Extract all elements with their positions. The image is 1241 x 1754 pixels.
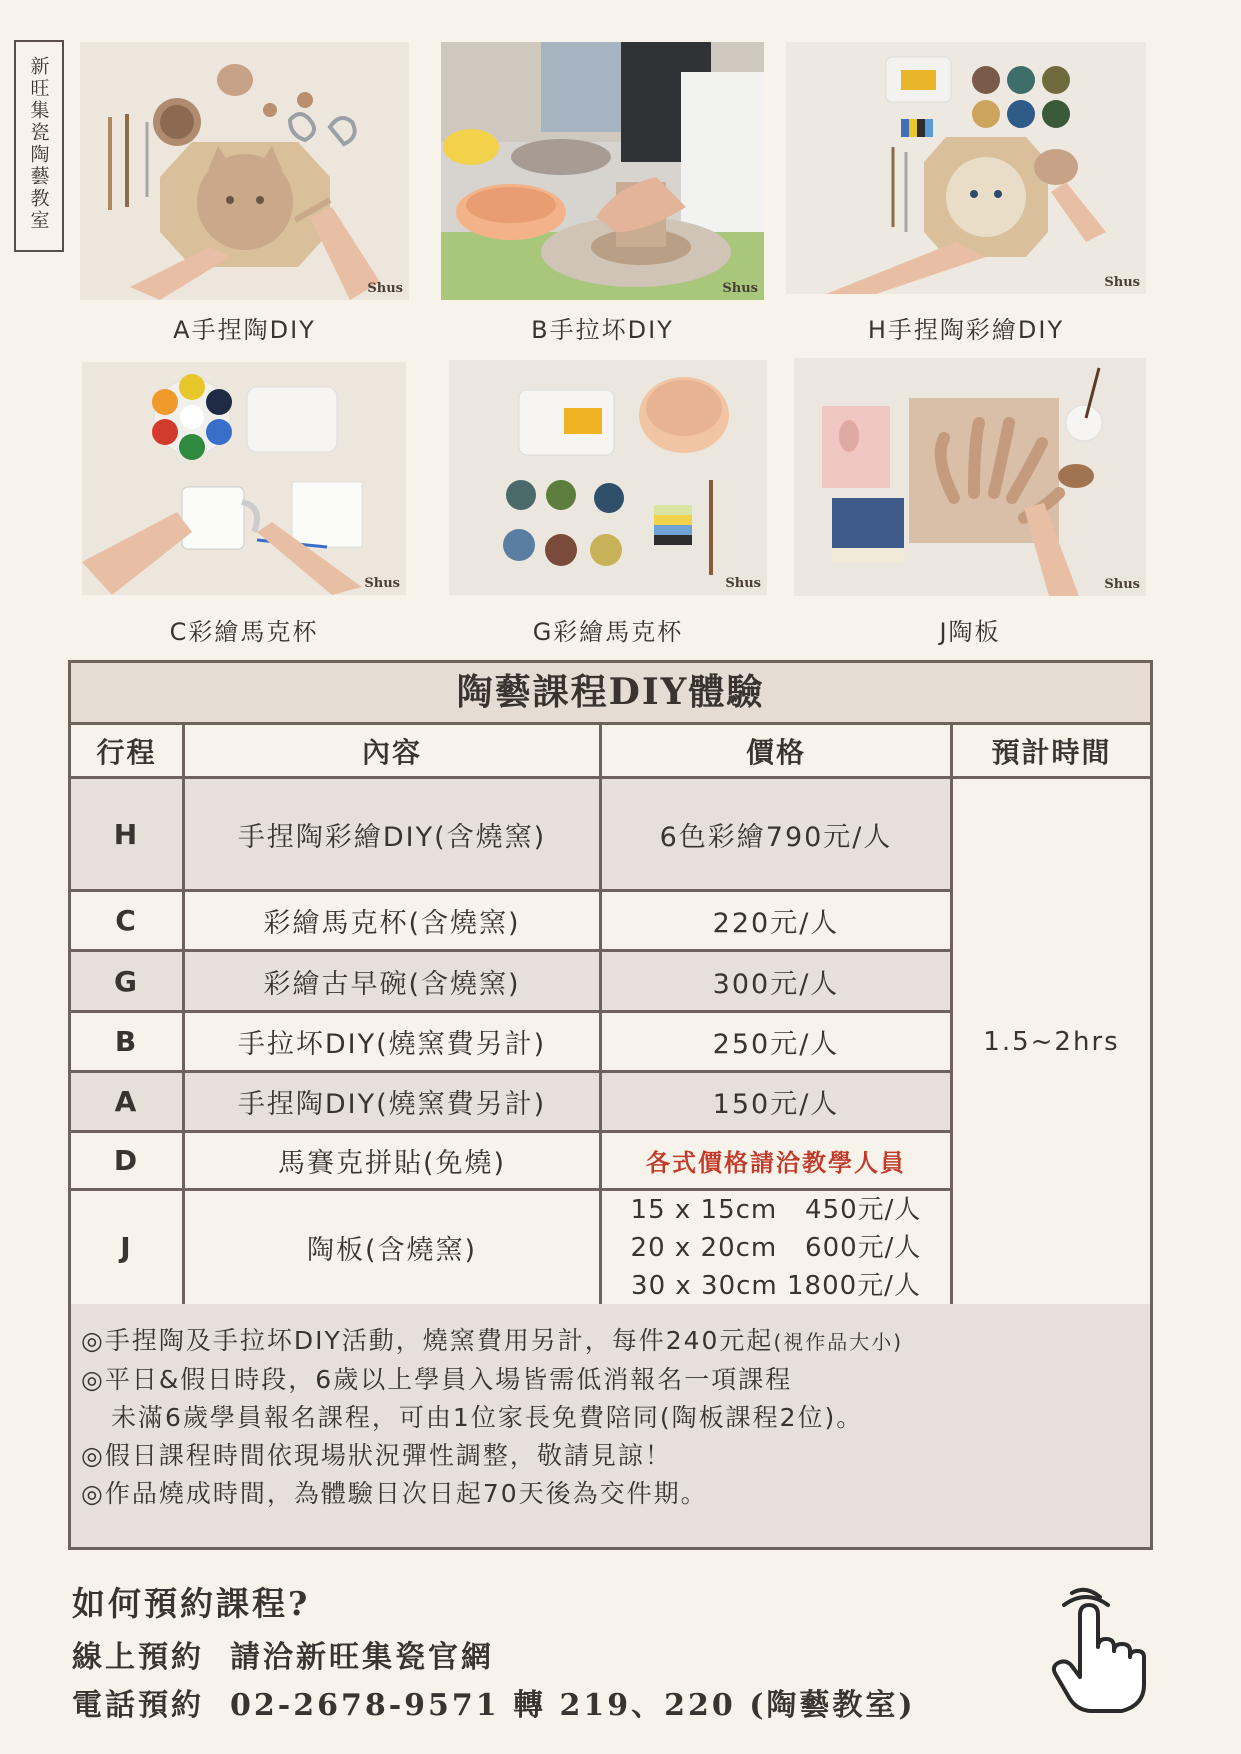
- photo-j-logo: Shus: [1104, 577, 1140, 592]
- side-label-text: 新旺集瓷陶藝教室: [27, 56, 50, 232]
- caption-a: A手捏陶DIY: [173, 316, 316, 344]
- note-1: ◎手捏陶及手拉坏DIY活動，燒窯費用另計，每件240元起(視作品大小): [81, 1326, 904, 1355]
- notes-box: [68, 1304, 1153, 1550]
- price-j-15: 15 x 15cm 450元/人: [630, 1194, 922, 1225]
- note-4: ◎假日課程時間依現場狀況彈性調整，敬請見諒！: [81, 1441, 672, 1470]
- row-code-j: J: [71, 1191, 185, 1307]
- row-code-b: B: [71, 1013, 185, 1073]
- caption-g: G彩繪馬克杯: [532, 618, 684, 646]
- row-code-h: H: [71, 779, 185, 892]
- photo-g-bowl-painting: [449, 360, 767, 595]
- row-price-d: 各式價格請洽教學人員: [602, 1133, 953, 1191]
- pointing-hand-icon: [1050, 1585, 1150, 1715]
- note-2: ◎平日&假日時段，6歲以上學員入場皆需低消報名一項課程: [81, 1365, 793, 1394]
- photo-j-clay-plate: [794, 358, 1146, 596]
- row-price-b: 250元/人: [602, 1013, 953, 1073]
- header-duration: 預計時間: [953, 725, 1150, 779]
- photo-h-logo: Shus: [1104, 275, 1140, 290]
- row-price-g: 300元/人: [602, 952, 953, 1013]
- booking-online-value[interactable]: 請洽新旺集瓷官網: [230, 1640, 494, 1675]
- duration-cell: 1.5~2hrs: [953, 779, 1150, 1307]
- photo-a-logo: Shus: [367, 281, 403, 296]
- side-label: [14, 40, 64, 252]
- row-price-j: [602, 1191, 953, 1307]
- note-5: ◎作品燒成時間，為體驗日次日起70天後為交件期。: [81, 1479, 708, 1508]
- row-price-a: 150元/人: [602, 1073, 953, 1133]
- row-content-a: 手捏陶DIY(燒窯費另計): [185, 1073, 602, 1133]
- note-3: 未滿6歲學員報名課程，可由1位家長免費陪同(陶板課程2位)。: [111, 1403, 864, 1432]
- photo-b-wheel-throwing: [441, 42, 764, 300]
- photo-h-handbuilt-painting: [786, 42, 1146, 294]
- booking-phone: [72, 1680, 916, 1724]
- caption-c: C彩繪馬克杯: [169, 618, 319, 646]
- row-content-g: 彩繪古早碗(含燒窯): [185, 952, 602, 1013]
- header-itinerary: 行程: [71, 725, 185, 779]
- booking-online-label: 線上預約: [72, 1640, 204, 1675]
- caption-b: B手拉坏DIY: [531, 316, 674, 344]
- caption-j: J陶板: [939, 618, 1001, 646]
- row-content-j: 陶板(含燒窯): [185, 1191, 602, 1307]
- note-1-small: (視作品大小): [773, 1330, 904, 1354]
- row-code-d: D: [71, 1133, 185, 1191]
- price-j-30: 30 x 30cm 1800元/人: [631, 1270, 921, 1301]
- photo-b-logo: Shus: [722, 281, 758, 296]
- row-price-c: 220元/人: [602, 892, 953, 952]
- photo-g-logo: Shus: [725, 576, 761, 591]
- row-content-b: 手拉坏DIY(燒窯費另計): [185, 1013, 602, 1073]
- row-content-c: 彩繪馬克杯(含燒窯): [185, 892, 602, 952]
- photo-a-handbuilt-cat-plate: [80, 42, 409, 300]
- row-price-h: 6色彩繪790元/人: [602, 779, 953, 892]
- row-code-a: A: [71, 1073, 185, 1133]
- price-j-20: 20 x 20cm 600元/人: [630, 1232, 922, 1263]
- row-code-c: C: [71, 892, 185, 952]
- booking-phone-value[interactable]: 02-2678-9571 轉 219、220 (陶藝教室): [230, 1688, 916, 1723]
- booking-online: [72, 1632, 494, 1676]
- header-content: 內容: [185, 725, 602, 779]
- photo-c-mug-painting: [82, 362, 406, 595]
- row-content-d: 馬賽克拼貼(免燒): [185, 1133, 602, 1191]
- header-price: 價格: [602, 725, 953, 779]
- booking-title: 如何預約課程?: [72, 1584, 311, 1623]
- row-content-h: 手捏陶彩繪DIY(含燒窯): [185, 779, 602, 892]
- row-code-g: G: [71, 952, 185, 1013]
- booking-phone-label: 電話預約: [72, 1688, 204, 1723]
- table-title: 陶藝課程DIY體驗: [71, 663, 1150, 725]
- caption-h: H手捏陶彩繪DIY: [867, 316, 1065, 344]
- photo-c-logo: Shus: [364, 576, 400, 591]
